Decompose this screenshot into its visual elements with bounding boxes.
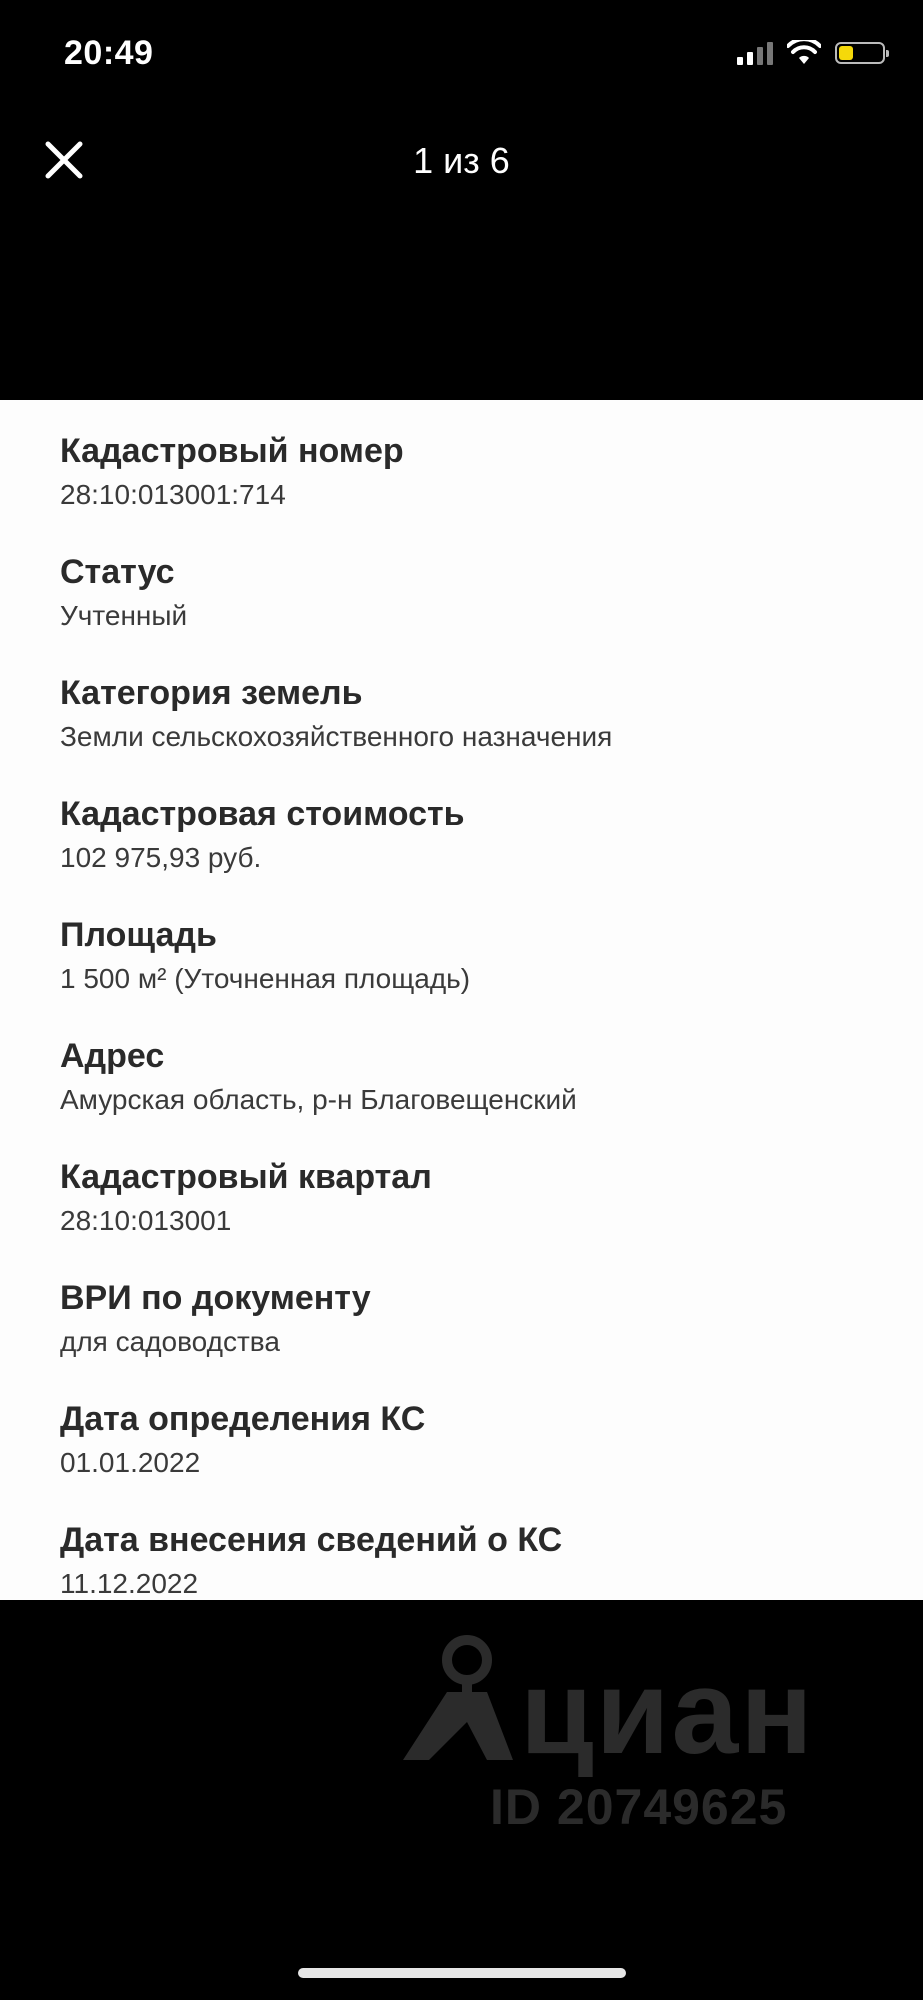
field-value: Амурская область, р-н Благовещенский bbox=[60, 1084, 577, 1115]
info-field bbox=[60, 1517, 900, 1600]
field-value: 01.01.2022 bbox=[60, 1447, 201, 1478]
battery-level bbox=[839, 46, 853, 60]
field-value: 102 975,93 руб. bbox=[60, 842, 262, 873]
field-value: 28:10:013001:714 bbox=[60, 479, 286, 510]
status-bar bbox=[0, 0, 923, 110]
field-label: Площадь bbox=[60, 916, 217, 954]
field-value: 1 500 м² (Уточненная площадь) bbox=[60, 963, 471, 994]
listing-id: ID 20749625 bbox=[490, 1779, 788, 1835]
field-label: ВРИ по документу bbox=[60, 1279, 371, 1317]
wifi-icon bbox=[787, 40, 821, 66]
cadastral-info-list bbox=[60, 428, 900, 1600]
cian-watermark bbox=[395, 1630, 855, 1835]
photo-image[interactable] bbox=[0, 400, 923, 1600]
info-field bbox=[60, 1396, 900, 1517]
location-pin-icon bbox=[395, 1630, 515, 1770]
info-field bbox=[60, 1033, 900, 1154]
viewer-header bbox=[0, 110, 923, 210]
field-label: Статус bbox=[60, 553, 175, 591]
field-label: Категория земель bbox=[60, 674, 363, 712]
battery-icon bbox=[835, 42, 885, 64]
photo-counter: 1 из 6 bbox=[413, 140, 510, 181]
info-field bbox=[60, 791, 900, 912]
field-value: 28:10:013001 bbox=[60, 1205, 232, 1236]
info-field bbox=[60, 428, 900, 549]
field-label: Дата внесения сведений о КС bbox=[60, 1521, 563, 1559]
info-field bbox=[60, 1154, 900, 1275]
field-value: 11.12.2022 bbox=[60, 1568, 199, 1599]
info-field bbox=[60, 1275, 900, 1396]
field-label: Адрес bbox=[60, 1037, 165, 1075]
info-field bbox=[60, 549, 900, 670]
home-indicator[interactable] bbox=[298, 1968, 626, 1978]
field-value: Земли сельскохозяйственного назначения bbox=[60, 721, 613, 752]
cellular-signal-icon bbox=[737, 41, 773, 65]
info-field bbox=[60, 912, 900, 1033]
status-icons bbox=[737, 40, 885, 66]
field-label: Дата определения КС bbox=[60, 1400, 426, 1438]
brand-name: циан bbox=[520, 1645, 815, 1779]
field-label: Кадастровый квартал bbox=[60, 1158, 432, 1196]
field-label: Кадастровая стоимость bbox=[60, 795, 465, 833]
info-field bbox=[60, 670, 900, 791]
status-time: 20:49 bbox=[64, 34, 154, 72]
field-value: Учтенный bbox=[60, 600, 188, 631]
field-value: для садоводства bbox=[60, 1326, 280, 1357]
field-label: Кадастровый номер bbox=[60, 432, 404, 470]
